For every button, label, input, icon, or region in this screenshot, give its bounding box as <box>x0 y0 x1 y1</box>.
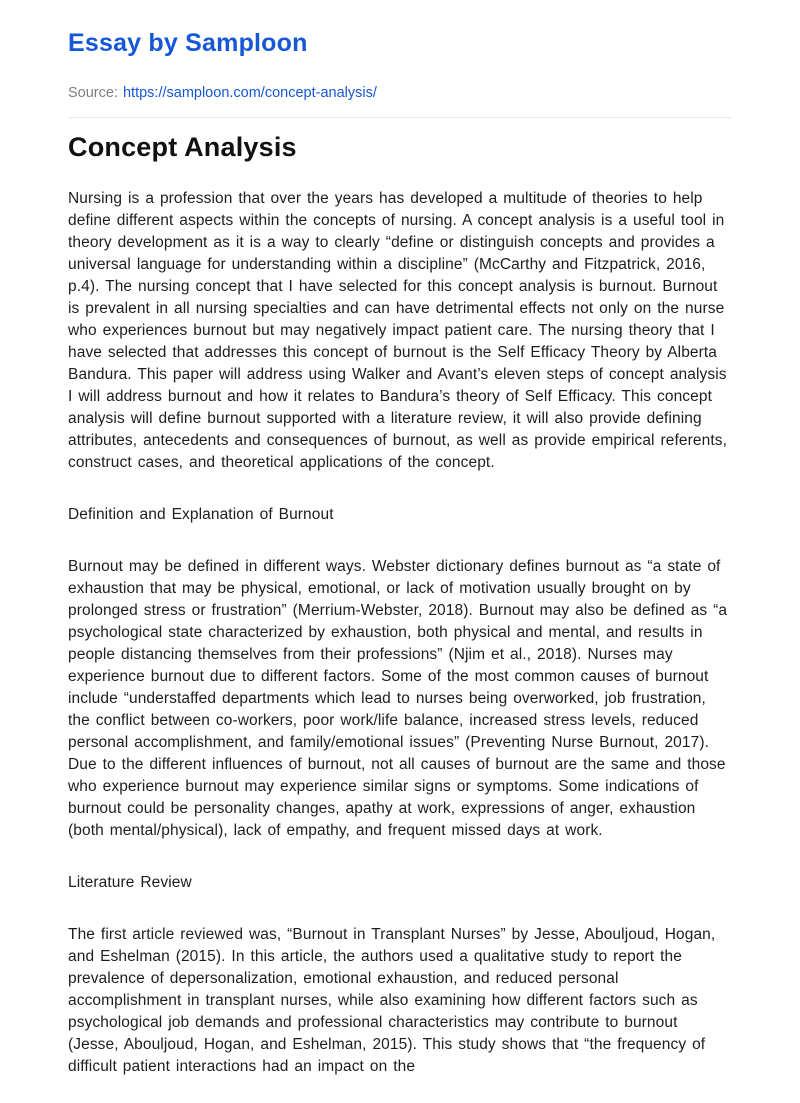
article-body <box>68 188 732 1078</box>
paragraph-definition: Burnout may be defined in different ways. Webster dictionary defines burnout as “a state of exhaustion that may be physical, emotional, or lack of motivation usually brought on by prolonged stress or frustration” (Merrium-Webster, 2018). Burnout may also be defined as “a psychological state characterized by exhaustion, both physical and mental, and results in people distancing themselves from their professions” (Njim et al., 2018). Nurses may experience burnout due to different factors. Some of the most common causes of burnout include “understaffed departments which lead to nurses being overworked, job frustration, the conflict between co-workers, poor work/life balance, increased stress levels, reduced personal accomplishment, and family/emotional issues” (Preventing Nurse Burnout, 2017). Due to the different influences of burnout, not all causes of burnout are the same and those who experience burnout may experience similar signs or symptoms. Some indications of burnout could be personality changes, apathy at work, expressions of anger, exhaustion (both mental/physical), lack of empathy, and frequent missed days at work. <box>68 558 728 839</box>
article-title: Concept Analysis <box>68 132 297 162</box>
divider <box>68 117 732 118</box>
source-label: Source: <box>68 85 118 101</box>
paragraph-introduction: Nursing is a profession that over the years has developed a multitude of theories to help define different aspects within the concepts of nursing. A concept analysis is a useful tool in theory development as it is a way to clearly “define or distinguish concepts and provides a universal language for understanding within a discipline” (McCarthy and Fitzpatrick, 2016, p.4). The nursing concept that I have selected for this concept analysis is burnout. Burnout is prevalent in all nursing specialties and can have detrimental effects not only on the nurse who experiences burnout but may negatively impact patient care. The nursing theory that I have selected that addresses this concept of burnout is the Self Efficacy Theory by Alberta Bandura. This paper will address using Walker and Avant’s eleven steps of concept analysis I will address burnout and how it relates to Bandura’s theory of Self Efficacy. This concept analysis will define burnout supported with a literature review, it will also provide defining attributes, antecedents and consequences of burnout, as well as provide empirical referents, construct cases, and theoretical applications of the concept. <box>68 190 727 471</box>
section-heading-literature-review: Literature Review <box>68 874 192 891</box>
source-link[interactable]: https://samploon.com/concept-analysis/ <box>122 85 377 101</box>
page-title: Essay by Samploon <box>68 29 308 57</box>
section-heading-definition: Definition and Explanation of Burnout <box>68 506 334 523</box>
paragraph-literature-review: The first article reviewed was, “Burnout in Transplant Nurses” by Jesse, Abouljoud, Hogan, and Eshelman (2015). In this article, the authors used a qualitative study to report the prevalence of depersonalization, emotional exhaustion, and reduced personal accomplishment in transplant nurses, while also examining how different factors such as psychological job demands and professional characteristics may contribute to burnout (Jesse, Abouljoud, Hogan, and Eshelman, 2015). This study shows that “the frequency of difficult patient interactions had an impact on the <box>68 926 716 1075</box>
source-line <box>68 84 732 102</box>
